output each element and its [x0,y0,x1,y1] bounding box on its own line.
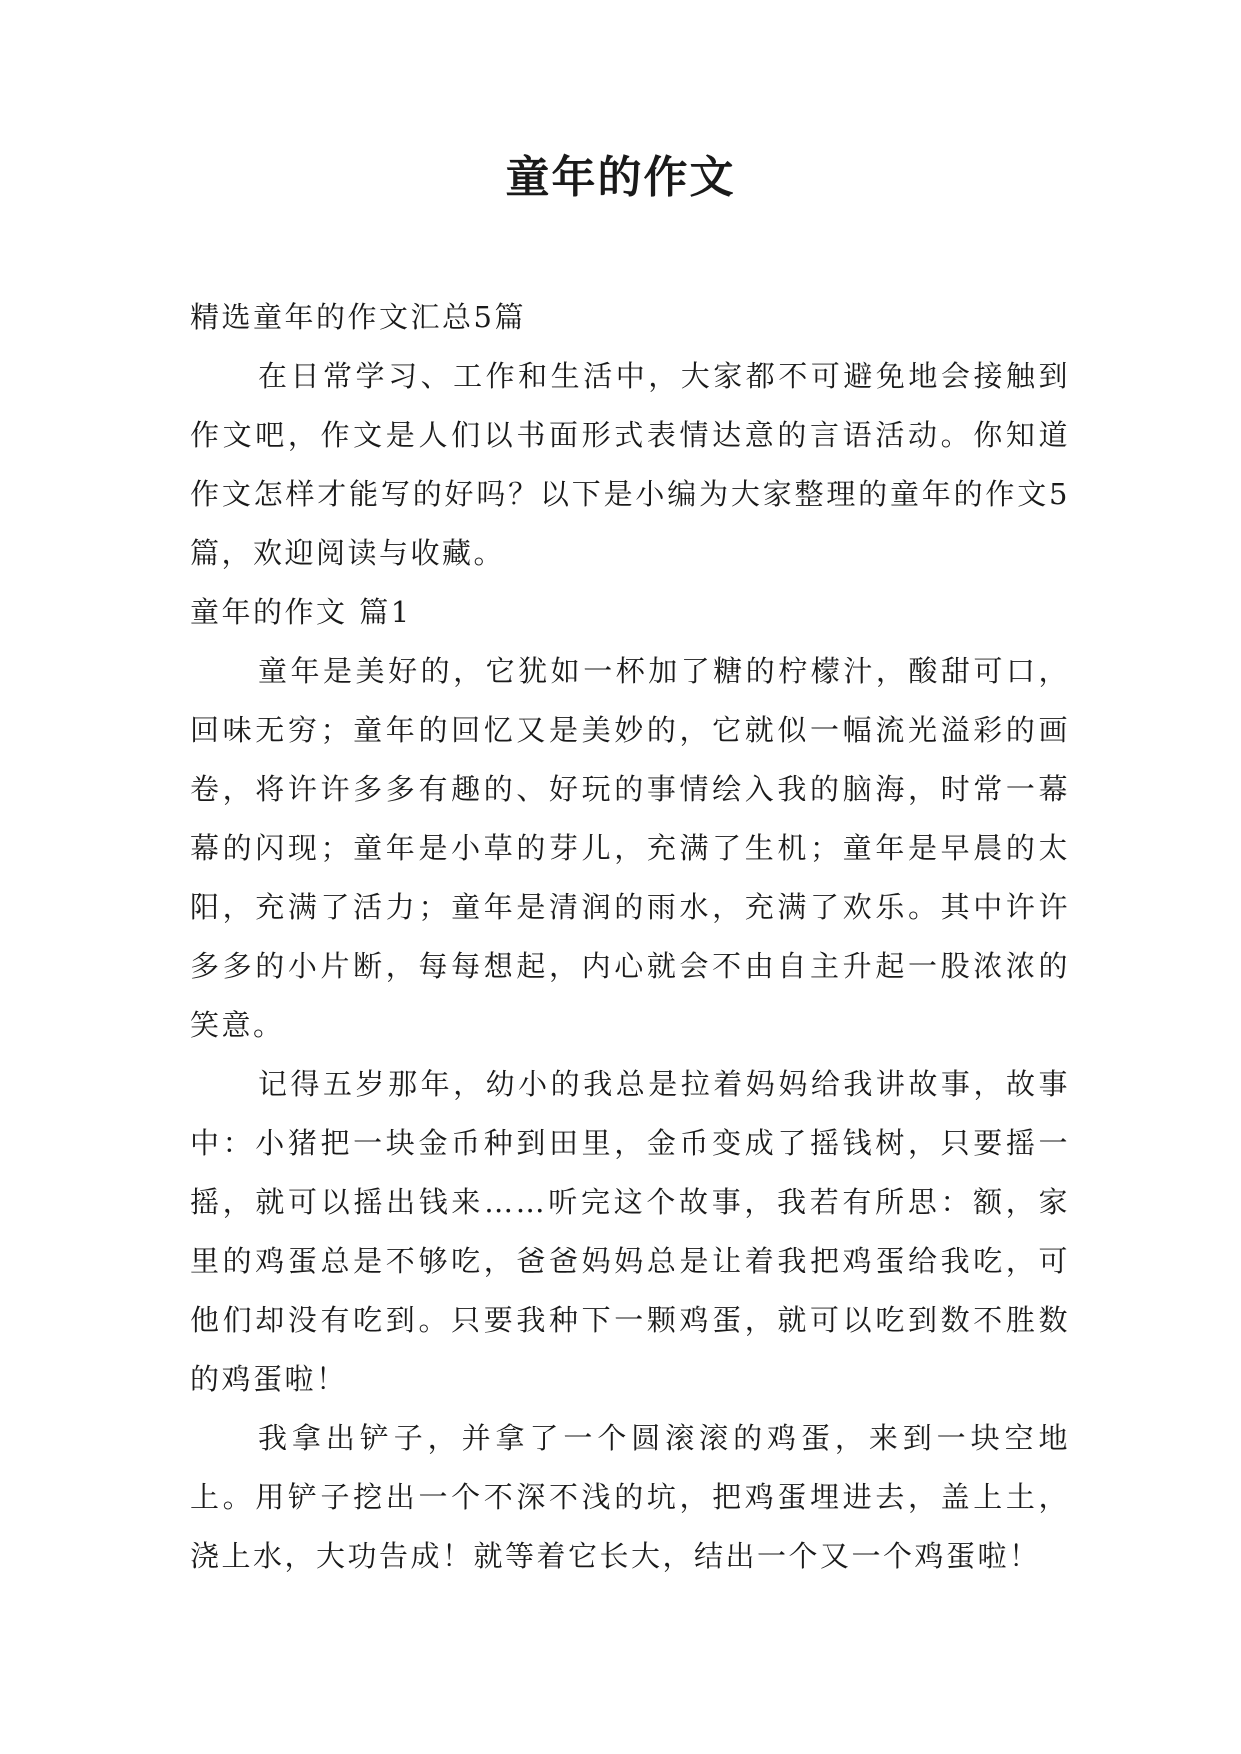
body-paragraph: 我拿出铲子，并拿了一个圆滚滚的鸡蛋，来到一块空地上。用铲子挖出一个不深不浅的坑，把鸡蛋埋进去，盖上土，浇上水，大功告成！就等着它长大，结出一个又一个鸡蛋啦！ [190,1421,1070,1573]
intro-paragraph: 在日常学习、工作和生活中，大家都不可避免地会接触到作文吧，作文是人们以书面形式表情达意的言语活动。你知道作文怎样才能写的好吗？以下是小编为大家整理的童年的作文5篇，欢迎阅读与收藏。 [190,359,1070,570]
body-paragraph: 记得五岁那年，幼小的我总是拉着妈妈给我讲故事，故事中：小猪把一块金币种到田里，金币变成了摇钱树，只要摇一摇，就可以摇出钱来……听完这个故事，我若有所思：额，家里的鸡蛋总是不够吃，爸爸妈妈总是让着我把鸡蛋给我吃，可他们却没有吃到。只要我种下一颗鸡蛋，就可以吃到数不胜数的鸡蛋啦！ [190,1067,1070,1396]
section-heading: 童年的作文 篇1 [190,595,412,629]
body-paragraph: 童年是美好的，它犹如一杯加了糖的柠檬汁，酸甜可口，回味无穷；童年的回忆又是美妙的，它就似一幅流光溢彩的画卷，将许许多多有趣的、好玩的事情绘入我的脑海，时常一幕幕的闪现；童年是小草的芽儿，充满了生机；童年是早晨的太阳，充满了活力；童年是清润的雨水，充满了欢乐。其中许许多多的小片断，每每想起，内心就会不由自主升起一股浓浓的笑意。 [190,654,1070,1042]
subtitle: 精选童年的作文汇总5篇 [190,300,526,334]
document-body [190,288,1070,1586]
document-title: 童年的作文 [505,152,736,203]
